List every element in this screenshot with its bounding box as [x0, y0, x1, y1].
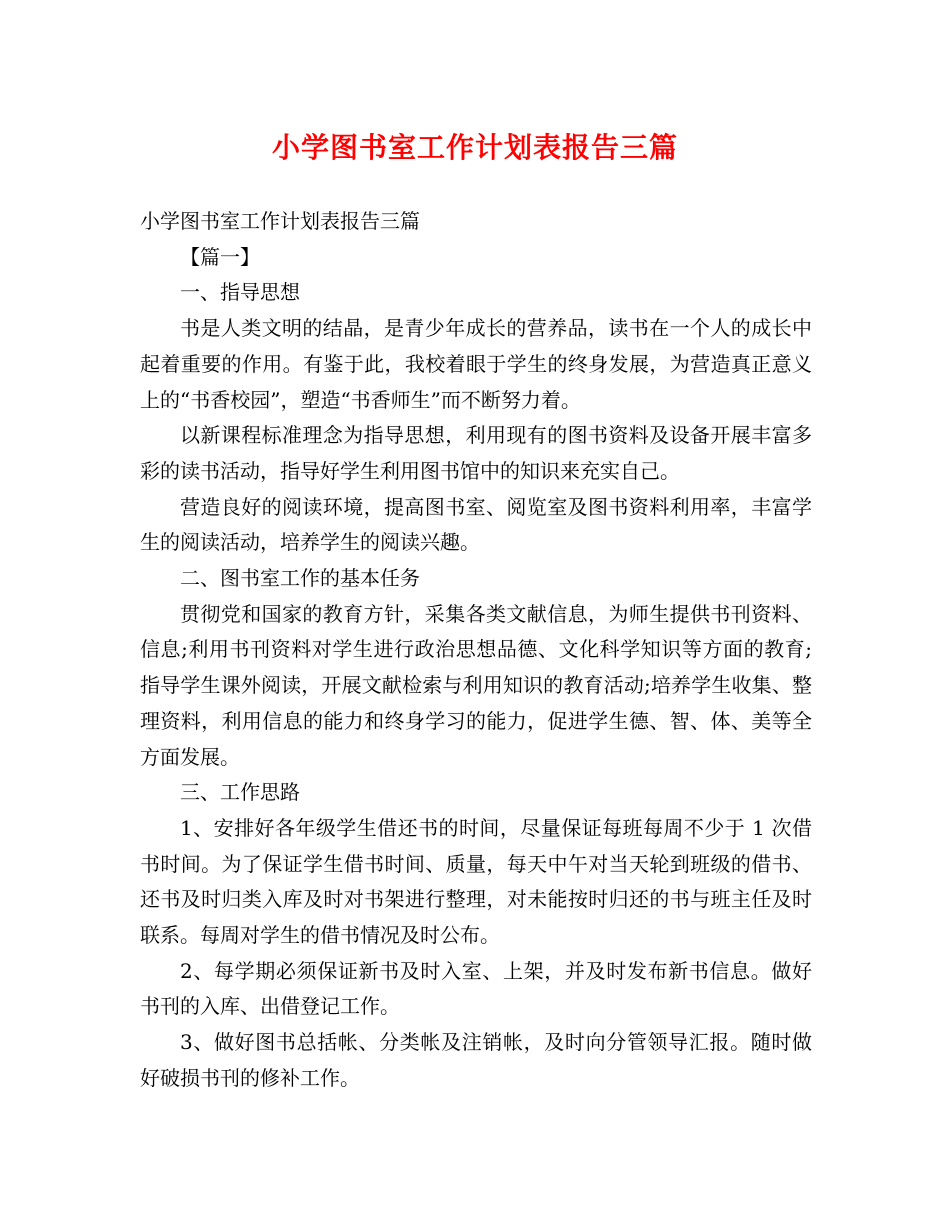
- document-title: 小学图书室工作计划表报告三篇: [271, 131, 678, 164]
- paragraph: 营造良好的阅读环境，提高图书室、阅览室及图书资料利用率，丰富学生的阅读活动，培养学生的阅读兴趣。: [140, 494, 812, 555]
- paragraph: 以新课程标准理念为指导思想，利用现有的图书资料及设备开展丰富多彩的读书活动，指导好学生利用图书馆中的知识来充实自己。: [140, 423, 812, 483]
- document-body: [140, 204, 812, 1097]
- section-heading: 三、工作思路: [180, 780, 300, 805]
- paragraph: 书是人类文明的结晶，是青少年成长的营养品，读书在一个人的成长中起着重要的作用。有鉴于此，我校着眼于学生的终身发展，为营造真正意义上的“书香校园”，塑造“书香师生”而不断努力着。: [140, 316, 812, 412]
- paragraph: 贯彻党和国家的教育方针，采集各类文献信息，为师生提供书刊资料、信息;利用书刊资料对学生进行政治思想品德、文化科学知识等方面的教育;指导学生课外阅读，开展文献检索与利用知识的教育活动;培养学生收集、整理资料，利用信息的能力和终身学习的能力，促进学生德、智、体、美等全方面发展。: [140, 601, 812, 769]
- paragraph: 2、每学期必须保证新书及时入室、上架，并及时发布新书信息。做好书刊的入库、出借登记工作。: [140, 958, 812, 1019]
- part-label: 【篇一】: [180, 244, 260, 269]
- paragraph: 1、安排好各年级学生借还书的时间，尽量保证每班每周不少于 1 次借书时间。为了保证学生借书时间、质量，每天中午对当天轮到班级的借书、还书及时归类入库及时对书架进行整理，对未能按时归还的书与班主任及时联系。每周对学生的借书情况及时公布。: [140, 815, 812, 948]
- paragraph: 3、做好图书总括帐、分类帐及注销帐，及时向分管领导汇报。随时做好破损书刊的修补工作。: [140, 1030, 812, 1090]
- document-subtitle: 小学图书室工作计划表报告三篇: [140, 209, 420, 233]
- section-heading: 一、指导思想: [180, 280, 300, 305]
- section-heading: 二、图书室工作的基本任务: [180, 566, 420, 591]
